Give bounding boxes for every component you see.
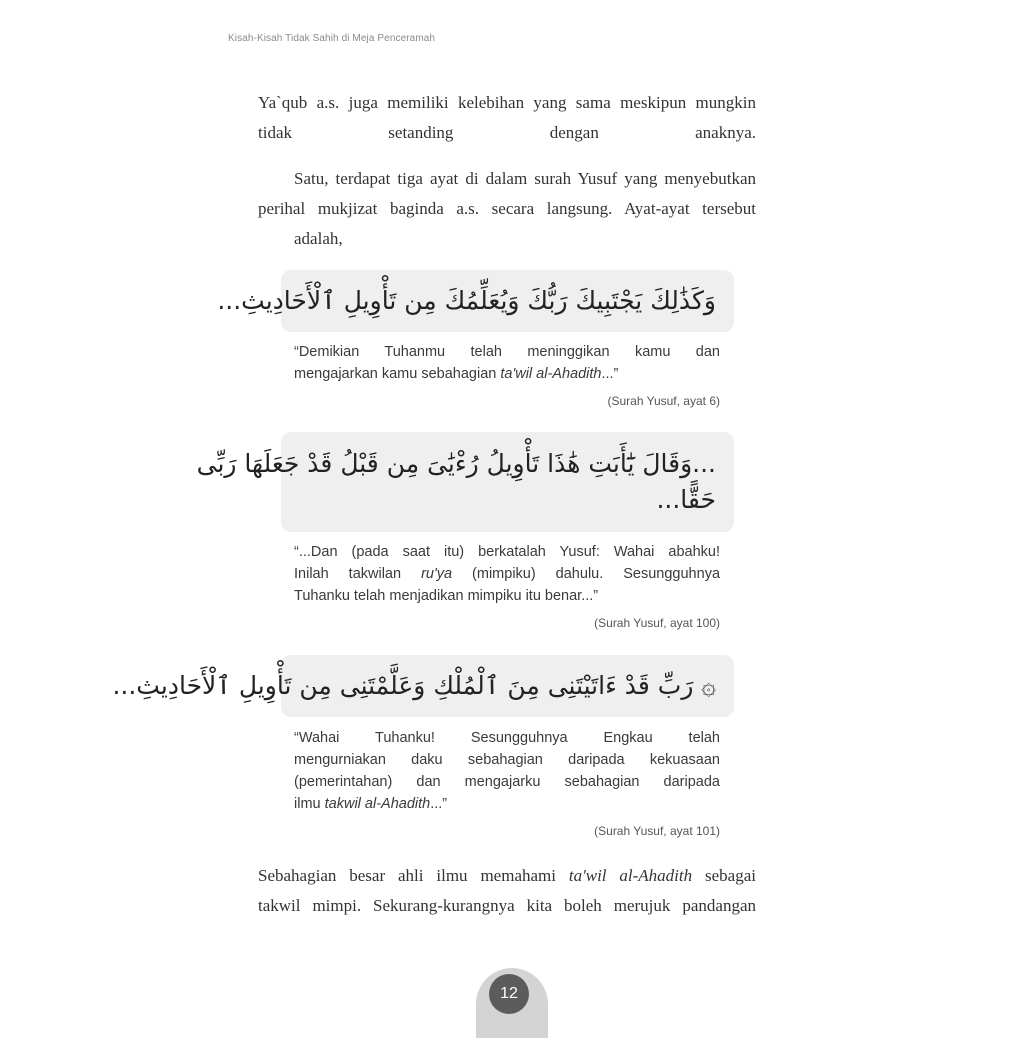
translation-line: (pemerintahan) dan mengajarku sebahagian daripada (294, 774, 720, 790)
body-text-line: Ya`qub a.s. juga memiliki kelebihan yang sama meskipun mungkin (258, 93, 756, 112)
translation-line: “...Dan (pada saat itu) berkatalah Yusuf: Wahai abahku! (294, 544, 720, 560)
body-paragraph-1 (258, 88, 756, 148)
verse-citation-2: (Surah Yusuf, ayat 100) (594, 616, 720, 630)
translation-line: “Wahai Tuhanku! Sesungguhnya Engkau telah (294, 730, 720, 746)
translation-line: mengajarkan kamu sebahagian ta'wil al-Ahadith...” (294, 366, 619, 382)
running-header: Kisah-Kisah Tidak Sahih di Meja Penceramah (228, 33, 436, 44)
page-number: 12 (489, 974, 529, 1014)
verse-translation-1 (294, 341, 720, 385)
arabic-verse-box-3 (112, 655, 734, 717)
verse-citation-3: (Surah Yusuf, ayat 101) (594, 824, 720, 838)
body-text-line: Satu, terdapat tiga ayat di dalam surah Yusuf yang menyebutkan (294, 169, 756, 188)
body-text-line: takwil mimpi. Sekurang-kurangnya kita boleh merujuk pandangan (258, 896, 756, 915)
body-paragraph-2 (258, 164, 756, 254)
translation-line: Tuhanku telah menjadikan mimpiku itu benar...” (294, 588, 599, 604)
arabic-verse-line: وَكَذَٰلِكَ يَجْتَبِيكَ رَبُّكَ وَيُعَلِّمُكَ مِن تَأْوِيلِ ٱلْأَحَادِيثِ... (217, 286, 716, 315)
verse-translation-2 (294, 541, 720, 607)
arabic-verse-line: ...وَقَالَ يَٰٓأَبَتِ هَٰذَا تَأْوِيلُ رُءْيَٰىَ مِن قَبْلُ قَدْ جَعَلَهَا رَبِّى (196, 449, 716, 478)
arabic-verse-line: حَقًّا... (656, 485, 716, 514)
translation-line: mengurniakan daku sebahagian daripada kekuasaan (294, 752, 720, 768)
verse-citation-1: (Surah Yusuf, ayat 6) (607, 394, 720, 408)
arabic-verse-box-1 (217, 270, 734, 332)
translation-line: Inilah takwilan ru'ya (mimpiku) dahulu. Sesungguhnya (294, 566, 721, 582)
arabic-verse-box-2 (196, 432, 734, 532)
body-text-line: Sebahagian besar ahli ilmu memahami ta'wil al-Ahadith sebagai (258, 866, 756, 885)
body-text-line: perihal mukjizat baginda a.s. secara langsung. Ayat-ayat tersebut (258, 199, 756, 218)
arabic-verse-line: ۞ رَبِّ قَدْ ءَاتَيْتَنِى مِنَ ٱلْمُلْكِ وَعَلَّمْتَنِى مِن تَأْوِيلِ ٱلْأَحَادِيثِ... (112, 671, 716, 700)
body-paragraph-3 (258, 861, 756, 921)
body-text-line: adalah, (294, 229, 343, 248)
body-text-line: tidak setanding dengan anaknya. (258, 123, 756, 142)
translation-line: ilmu takwil al-Ahadith...” (294, 796, 448, 812)
verse-translation-3 (294, 727, 720, 815)
translation-line: “Demikian Tuhanmu telah meninggikan kamu dan (294, 344, 720, 360)
